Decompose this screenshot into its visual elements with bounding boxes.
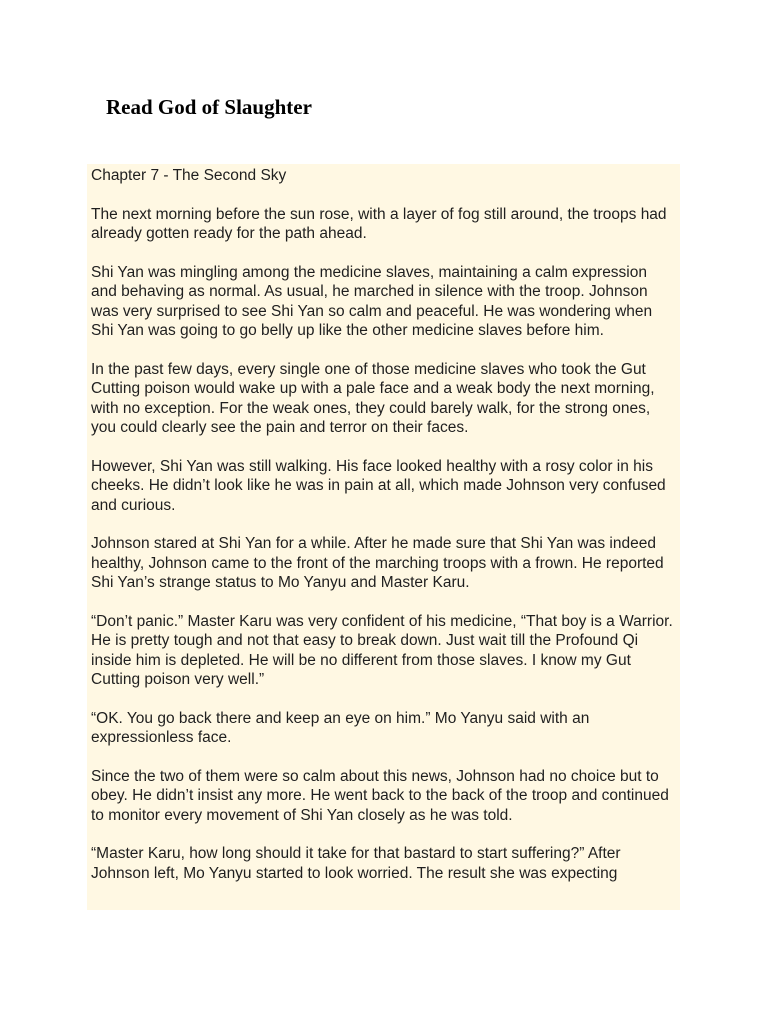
paragraph-1: The next morning before the sun rose, with a layer of fog still around, the troops had already gotten ready for the path ahead. <box>91 205 667 242</box>
paragraph-4: However, Shi Yan was still walking. His face looked healthy with a rosy color in his cheeks. He didn’t look like he was in pain at all, which made Johnson very confused and curious. <box>91 457 666 514</box>
paragraph-3: In the past few days, every single one of those medicine slaves who took the Gut Cutting poison would wake up with a pale face and a weak body the next morning, with no exception. For the weak ones, they could barely walk, for the strong ones, you could clearly see the pain and terror on their faces. <box>91 360 655 436</box>
paragraph-9: “Master Karu, how long should it take for that bastard to start suffering?” After Johnson left, Mo Yanyu started to look worried. The result she was expecting <box>91 845 621 882</box>
paragraph-2: Shi Yan was mingling among the medicine slaves, maintaining a calm expression and behaving as normal. As usual, he marched in silence with the troop. Johnson was very surprised to see Shi Yan so calm and peaceful. He was wondering when Shi Yan was going to go belly up like the other medicine slaves before him. <box>91 263 653 339</box>
chapter-heading: Chapter 7 - The Second Sky <box>91 167 287 184</box>
paragraph-8: Since the two of them were so calm about this news, Johnson had no choice but to obey. He didn’t insist any more. He went back to the back of the troop and continued to monitor every movement of Shi Yan closely as he was told. <box>91 767 669 824</box>
page-title: Read God of Slaughter <box>106 95 312 119</box>
chapter-text-box <box>87 164 680 910</box>
paragraph-5: Johnson stared at Shi Yan for a while. After he made sure that Shi Yan was indeed healthy, Johnson came to the front of the marching troops with a frown. He reported Shi Yan’s strange status to Mo Yanyu and Master Karu. <box>91 535 664 591</box>
paragraph-6: “Don’t panic.” Master Karu was very confident of his medicine, “That boy is a Warrior. He is pretty tough and not that easy to break down. Just wait till the Profound Qi inside him is depleted. He will be no different from those slaves. I know my Gut Cutting poison very well.” <box>91 612 673 688</box>
paragraph-7: “OK. You go back there and keep an eye on him.” Mo Yanyu said with an expressionless face. <box>91 709 590 746</box>
